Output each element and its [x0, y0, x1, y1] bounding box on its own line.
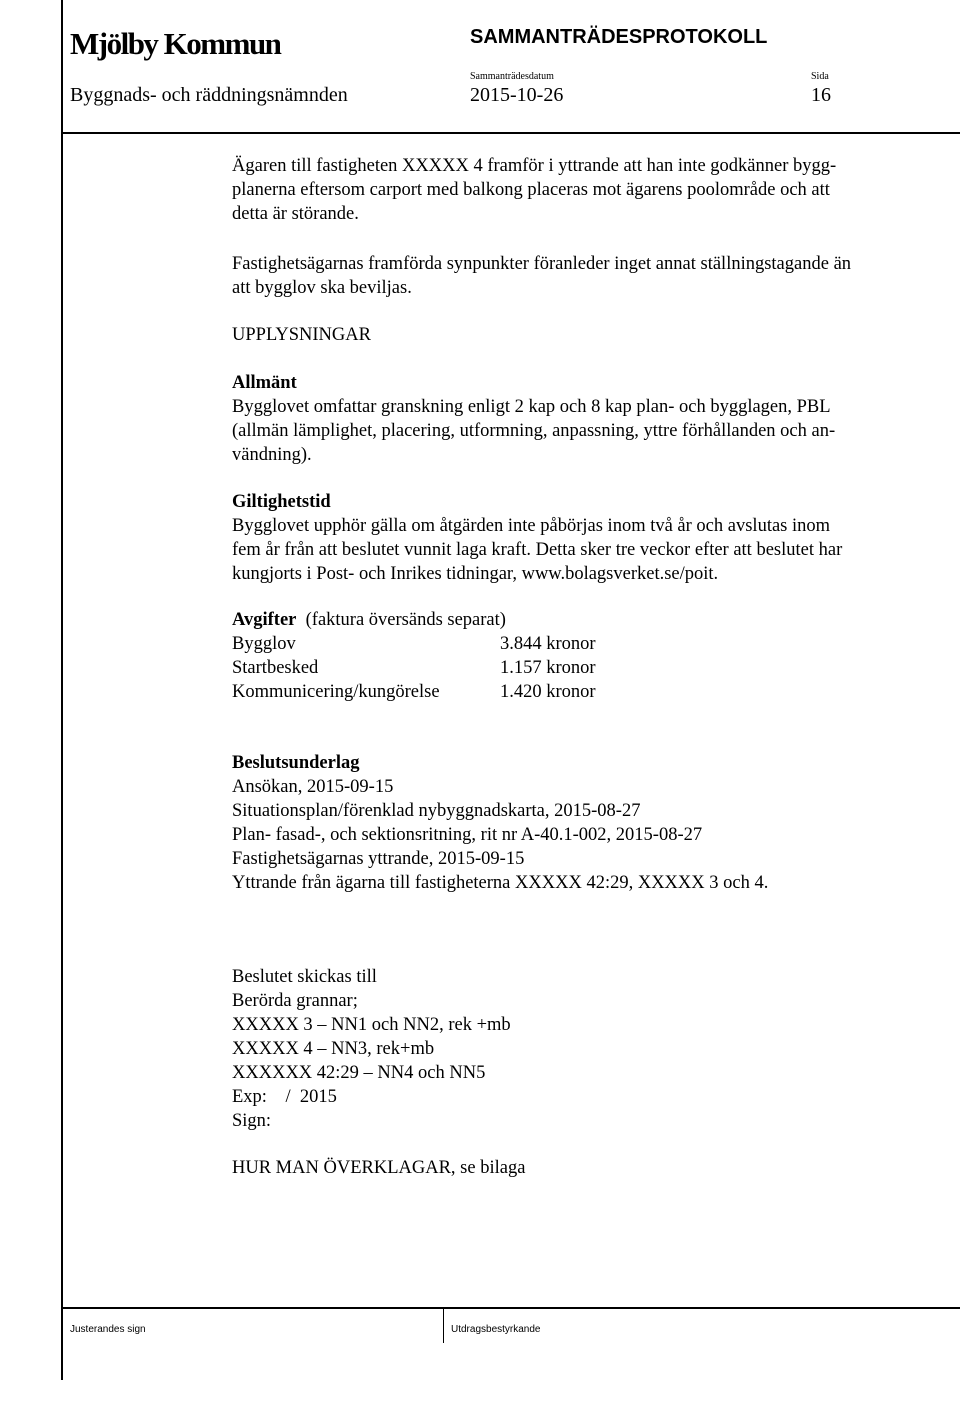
text-line: Beslutet skickas till [232, 967, 377, 987]
text-line: Fastighetsägarnas framförda synpunkter föranleder inget annat ställningstagande än [232, 254, 852, 274]
text-line: Bygglovet upphör gälla om åtgärden inte påbörjas inom två år och avslutas inom [232, 516, 831, 536]
left-margin-rule [61, 0, 63, 1380]
list-item: Situationsplan/förenklad nybyggnadskarta, 2015-08-27 [232, 801, 641, 821]
justerandes-sign-label: Justerandes sign [70, 1324, 146, 1335]
heading-avgifter: Avgifter [232, 610, 297, 630]
utdragsbestyrkande-label: Utdragsbestyrkande [451, 1324, 541, 1335]
page-number: 16 [811, 84, 831, 106]
text-line: XXXXX 3 – NN1 och NN2, rek +mb [232, 1015, 511, 1035]
text-line: Berörda grannar; [232, 991, 358, 1011]
fee-row: Startbesked [232, 658, 319, 678]
fee-amount: 1.420 kronor [500, 682, 596, 702]
text-line: Ägaren till fastigheten XXXXX 4 framför i yttrande att han inte godkänner bygg- [232, 156, 837, 176]
text-line: Bygglovet omfattar granskning enligt 2 kap och 8 kap plan- och bygglagen, PBL [232, 397, 831, 417]
text-line: kungjorts i Post- och Inrikes tidningar, www.bolagsverket.se/poit. [232, 564, 719, 584]
heading-beslutsunderlag: Beslutsunderlag [232, 753, 360, 773]
list-item: Plan- fasad-, och sektionsritning, rit nr A-40.1-002, 2015-08-27 [232, 825, 703, 845]
list-item: Ansökan, 2015-09-15 [232, 777, 394, 797]
paragraph-conclusion [232, 252, 851, 300]
text-line: planerna eftersom carport med balkong placeras mot ägarens poolområde och att [232, 180, 830, 200]
section-avgifter [232, 608, 506, 632]
list-item: Yttrande från ägarna till fastigheterna XXXXX 42:29, XXXXX 3 och 4. [232, 873, 769, 893]
committee-name: Byggnads- och räddningsnämnden [70, 84, 348, 106]
fee-row: Bygglov [232, 634, 296, 654]
text-line: Exp: / 2015 [232, 1087, 337, 1107]
date-label: Sammanträdesdatum [470, 71, 554, 82]
fee-amount: 3.844 kronor [500, 634, 596, 654]
fee-row: Kommunicering/kungörelse [232, 682, 440, 702]
page-label: Sida [811, 71, 829, 82]
text-line: (allmän lämplighet, placering, utformning, anpassning, yttre förhållanden och an- [232, 421, 836, 441]
fee-amount: 1.157 kronor [500, 658, 596, 678]
footer-rule [61, 1307, 960, 1309]
section-allmant [232, 371, 835, 467]
meeting-date: 2015-10-26 [470, 84, 564, 106]
text-line: detta är störande. [232, 204, 359, 224]
header-rule [61, 132, 960, 134]
list-item: Fastighetsägarnas yttrande, 2015-09-15 [232, 849, 525, 869]
text-line: XXXXX 4 – NN3, rek+mb [232, 1039, 435, 1059]
text-line: att bygglov ska beviljas. [232, 278, 412, 298]
section-distribution [232, 965, 511, 1133]
avgifter-note: (faktura översänds separat) [305, 610, 506, 630]
text-line: fem år från att beslutet vunnit laga kraft. Detta sker tre veckor efter att beslutet har [232, 540, 843, 560]
heading-allmant: Allmänt [232, 373, 297, 393]
section-beslutsunderlag [232, 751, 768, 895]
document-type: SAMMANTRÄDESPROTOKOLL [470, 26, 768, 48]
section-heading-upplysningar: UPPLYSNINGAR [232, 325, 371, 345]
text-line: Sign: [232, 1111, 272, 1131]
text-line: XXXXXX 42:29 – NN4 och NN5 [232, 1063, 486, 1083]
footer-divider [443, 1307, 444, 1343]
paragraph-owner-objection [232, 154, 836, 226]
municipality-logo: Mjölby Kommun [70, 26, 281, 61]
heading-giltighetstid: Giltighetstid [232, 492, 331, 512]
appeal-instructions: HUR MAN ÖVERKLAGAR, se bilaga [232, 1158, 526, 1178]
text-line: vändning). [232, 445, 312, 465]
section-giltighetstid [232, 490, 842, 586]
